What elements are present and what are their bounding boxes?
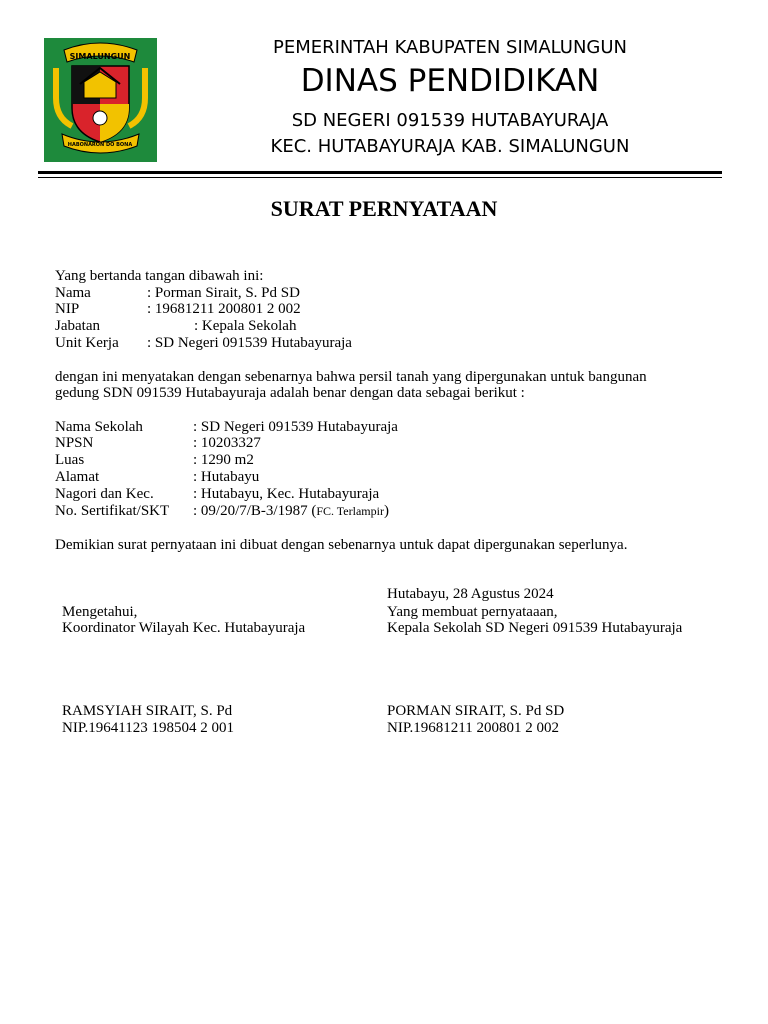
document-title: SURAT PERNYATAAN: [270, 196, 498, 221]
signer-unit-label: Unit Kerja: [55, 335, 119, 351]
signer-name-label: Nama: [55, 285, 91, 301]
statement-line-2: gedung SDN 091539 Hutabayuraja adalah benar dengan data sebagai berikut :: [55, 385, 525, 401]
letterhead-rule-thin: [38, 177, 722, 178]
letterhead-district: KEC. HUTABAYURAJA KAB. SIMALUNGUN: [270, 136, 630, 157]
school-npsn-label: NPSN: [55, 435, 94, 451]
school-address-label: Alamat: [55, 469, 100, 485]
school-village-label: Nagori dan Kec.: [55, 486, 154, 502]
certificate-note: FC. Terlampir: [316, 504, 384, 518]
school-name-label: Nama Sekolah: [55, 419, 143, 435]
school-village-value: : Hutabayu, Kec. Hutabayuraja: [193, 486, 380, 502]
letterhead-school: SD NEGERI 091539 HUTABAYURAJA: [291, 110, 609, 131]
place-date: Hutabayu, 28 Agustus 2024: [387, 586, 554, 602]
coordinator-title: Koordinator Wilayah Kec. Hutabayuraja: [62, 620, 306, 636]
principal-nip: NIP.19681211 200801 2 002: [387, 720, 559, 736]
signer-unit-value: : SD Negeri 091539 Hutabayuraja: [147, 335, 352, 351]
letterhead-agency: DINAS PENDIDIKAN: [300, 63, 600, 99]
school-area-label: Luas: [55, 452, 85, 468]
acknowledged-label: Mengetahui,: [62, 604, 138, 620]
principal-name: PORMAN SIRAIT, S. Pd SD: [387, 703, 565, 719]
coordinator-name: RAMSYIAH SIRAIT, S. Pd: [62, 703, 233, 719]
signer-position-value: : Kepala Sekolah: [194, 318, 297, 334]
signer-position-label: Jabatan: [55, 318, 100, 334]
school-certificate-label: No. Sertifikat/SKT: [55, 503, 170, 519]
signer-name-value: : Porman Sirait, S. Pd SD: [147, 285, 300, 301]
simalungun-emblem-logo: [44, 38, 157, 162]
school-npsn-value: : 10203327: [193, 435, 261, 451]
letterhead-government: PEMERINTAH KABUPATEN SIMALUNGUN: [272, 37, 627, 58]
letterhead-rule-thick: [38, 171, 722, 174]
principal-title: Kepala Sekolah SD Negeri 091539 Hutabayuraja: [387, 620, 683, 636]
declarant-label: Yang membuat pernyataaan,: [387, 604, 558, 620]
coordinator-nip: NIP.19641123 198504 2 001: [62, 720, 234, 736]
school-area-value: : 1290 m2: [193, 452, 254, 468]
school-name-value: : SD Negeri 091539 Hutabayuraja: [193, 419, 398, 435]
intro-text: Yang bertanda tangan dibawah ini:: [55, 268, 264, 284]
logo-text-bottom: HABONARON DO BONA: [67, 142, 133, 148]
statement-line-1: dengan ini menyatakan dengan sebenarnya bahwa persil tanah yang dipergunakan untuk bangunan: [55, 369, 647, 385]
logo-text-top: SIMALUNGUN: [69, 52, 131, 61]
signer-nip-label: NIP: [55, 301, 80, 317]
signer-nip-value: : 19681211 200801 2 002: [147, 301, 301, 317]
school-certificate-value: : 09/20/7/B-3/1987 (FC. Terlampir): [193, 503, 389, 519]
school-address-value: : Hutabayu: [193, 469, 260, 485]
closing-statement: Demikian surat pernyataan ini dibuat dengan sebenarnya untuk dapat dipergunakan seperlunya.: [55, 537, 628, 553]
